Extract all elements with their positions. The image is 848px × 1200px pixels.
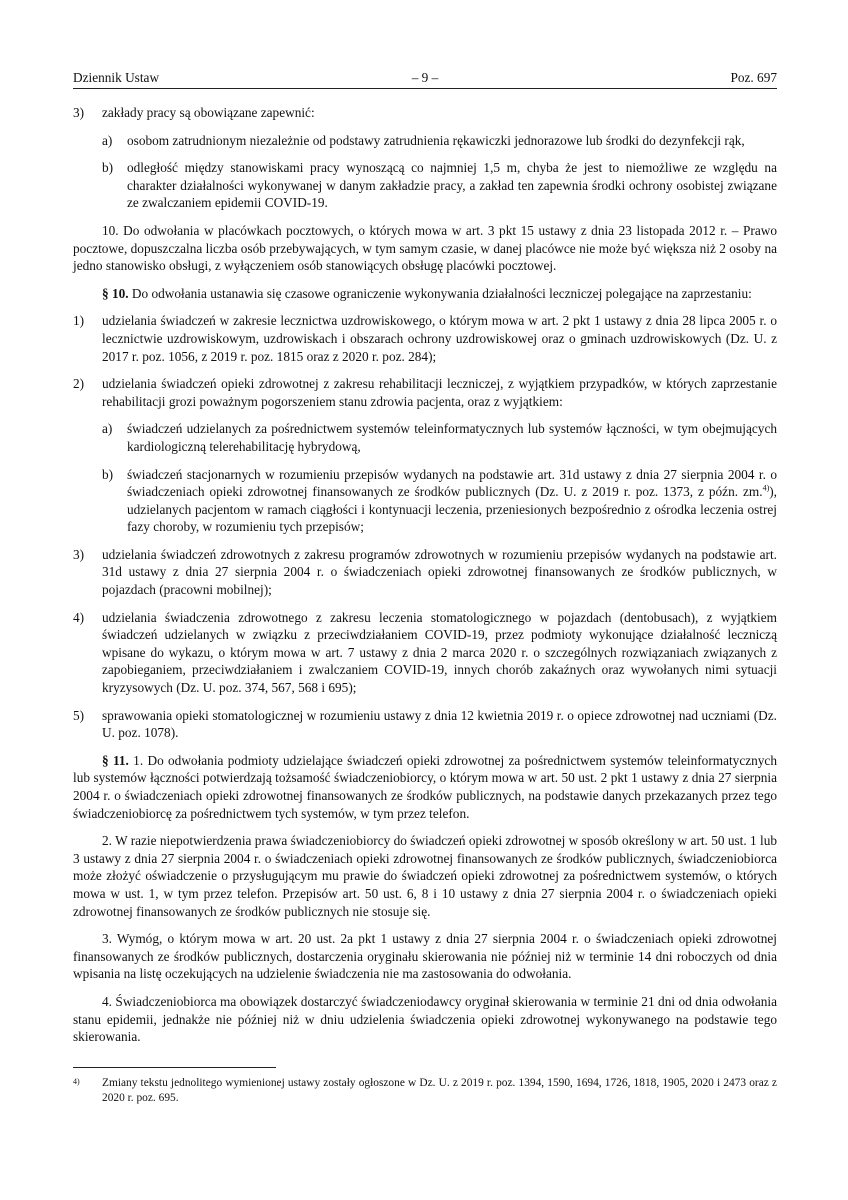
section-11-paragraph-3: 3. Wymóg, o którym mowa w art. 20 ust. 2a pkt 1 ustawy z dnia 27 sierpnia 2004 r. o świadczeniach opieki zdrowotnej finansowanych ze środków publicznych, dostarczenia oryginału skierowania nie później niż w terminie 14 dni roboczych od dnia wpisania na listę oczekujących na udzielenie świadczenia nie ma zastosowania do odwołania. <box>73 931 777 982</box>
list-item <box>73 707 777 742</box>
section-11-paragraph-4: 4. Świadczeniobiorca ma obowiązek dostarczyć świadczeniodawcy oryginał skierowania w terminie 21 dni od dnia odwołania stanu epidemii, jednakże nie później niż w dniu udzielenia świadczenia opieki zdrowotnej wykonywanego na podstawie tego skierowania. <box>73 993 777 1045</box>
sub-item <box>73 159 777 212</box>
footnote <box>73 1076 777 1106</box>
header-rule <box>73 88 777 89</box>
sub-item-text: osobom zatrudnionym niezależnie od podstawy zatrudnienia rękawiczki jednorazowe lub środki do dezynfekcji rąk, <box>127 132 745 148</box>
footnote-text: Zmiany tekstu jednolitego wymienionej ustawy zostały ogłoszone w Dz. U. z 2019 r. poz. 1394, 1590, 1694, 1726, 1818, 1905, 2020 i 2473 oraz z 2020 r. poz. 695. <box>102 1077 777 1104</box>
sub-item-letter: a) <box>102 421 113 437</box>
sub-item-letter: b) <box>102 160 114 176</box>
section-10-intro <box>73 285 777 303</box>
sub-item <box>73 466 777 536</box>
list-item <box>73 375 777 410</box>
document-body <box>73 104 777 1056</box>
page-header <box>73 70 777 88</box>
footnote-reference[interactable]: 4) <box>762 483 770 493</box>
section-label: § 10. <box>102 285 129 301</box>
list-item <box>73 312 777 365</box>
item-number: 3) <box>73 105 85 120</box>
item-text: udzielania świadczeń w zakresie lecznictwa uzdrowiskowego, o którym mowa w art. 2 pkt 1 ustawy z dnia 28 lipca 2005 r. o lecznictwie uzdrowiskowym, uzdrowiskach i obszarach ochrony uzdrowiskowej oraz o gminach uzdrowiskowych (Dz. U. z 2017 r. poz. 1056, z 2019 r. poz. 1815 oraz z 2020 r. poz. 284); <box>102 313 777 364</box>
section-label: § 11. <box>102 752 129 768</box>
page-number: – 9 – <box>411 70 439 85</box>
item-number: 4) <box>73 609 85 625</box>
sub-item-text: świadczeń udzielanych za pośrednictwem systemów teleinformatycznych lub systemów łączności, w tym obejmujących kardiologiczną telerehabilitację hybrydową, <box>127 421 777 454</box>
paragraph-10: 10. Do odwołania w placówkach pocztowych, o których mowa w art. 3 pkt 15 ustawy z dnia 23 listopada 2012 r. – Prawo pocztowe, dopuszczalna liczba osób przebywających, w tym samym czasie, w danej placówce nie może być większa niż 2 osoby na jedno stanowisko obsługi, z wyłączeniem osób stanowiących obsługę placówki pocztowej. <box>73 222 777 274</box>
item-text: udzielania świadczenia zdrowotnego z zakresu leczenia stomatologicznego w pojazdach (dentobusach), z wyjątkiem świadczeń udzielanych w związku z przeciwdziałaniem COVID-19, przez podmioty wykonujące działalność leczniczą wpisane do wykazu, o którym mowa w art. 7 ustawy z dnia 2 marca 2020 r. o szczególnych rozwiązaniach związanych z zapobieganiem, przeciwdziałaniem i zwalczaniem COVID-19, innych chorób zakaźnych oraz wywołanych nimi sytuacji kryzysowych (Dz. U. poz. 374, 567, 568 i 695); <box>102 609 777 696</box>
journal-name: Dziennik Ustaw <box>73 70 160 85</box>
sub-item <box>73 132 777 150</box>
section-intro-text: Do odwołania ustanawia się czasowe ograniczenie wykonywania działalności leczniczej polegające na zaprzestaniu: <box>128 285 752 301</box>
sub-item-text-part1: świadczeń stacjonarnych w rozumieniu przepisów wydanych na podstawie art. 31d ustawy z dnia 27 sierpnia 2004 r. o świadczeniach opieki zdrowotnej finansowanych ze środków publicznych (Dz. U. z 2019 r. poz. 1373, z późn. zm. <box>127 466 777 500</box>
item-text: zakłady pracy są obowiązane zapewnić: <box>102 105 315 120</box>
list-item <box>73 546 777 599</box>
list-item <box>73 104 777 122</box>
sub-item-text: odległość między stanowiskami pracy wynoszącą co najmniej 1,5 m, chyba że jest to niemożliwe ze względu na charakter działalności wykonywanej w danym zakładzie pracy, a zakład ten zapewnia środki ochrony osobistej związane ze zwalczaniem epidemii COVID-19. <box>127 160 777 211</box>
footnote-mark: 4) <box>73 1077 80 1086</box>
sub-item-text-part2: ), udzielanych pacjentom w ramach ciągłości i kontynuacji leczenia, przeniesionych bezpośrednio z ośrodka leczenia ostrej fazy choroby, w rozumieniu tych przepisów; <box>127 484 777 535</box>
item-text: sprawowania opieki stomatologicznej w rozumieniu ustawy z dnia 12 kwietnia 2019 r. o opiece zdrowotnej nad uczniami (Dz. U. poz. 1078). <box>102 707 777 741</box>
section-11-paragraph-1 <box>73 752 777 822</box>
sub-item-letter: a) <box>102 132 113 148</box>
sub-item <box>73 420 777 455</box>
item-text: udzielania świadczeń zdrowotnych z zakresu programów zdrowotnych w rozumieniu przepisów wydanych na podstawie art. 31d ustawy z dnia 27 sierpnia 2004 r. o świadczeniach opieki zdrowotnej finansowanych ze środków publicznych, w pojazdach (pracowni mobilnej); <box>102 546 777 598</box>
paragraph-text: 1. Do odwołania podmioty udzielające świadczeń opieki zdrowotnej za pośrednictwem systemów teleinformatycznych lub systemów łączności potwierdzają tożsamość świadczeniobiorcy, o którym mowa w art. 50 ust. 2 pkt 1 ustawy z dnia 27 sierpnia 2004 r. o świadczeniach opieki zdrowotnej finansowanych ze środków publicznych, na podstawie danych przekazanych przez tego świadczeniobiorcę za pośrednictwem tych systemów, w tym przez telefon. <box>73 752 777 821</box>
list-item <box>73 609 777 697</box>
item-text: udzielania świadczeń opieki zdrowotnej z zakresu rehabilitacji leczniczej, z wyjątkiem przypadków, w których zaprzestanie rehabilitacji grozi poważnym pogorszeniem stanu zdrowia pacjenta, oraz z wyjątkiem: <box>102 376 777 409</box>
sub-item-text <box>127 467 777 535</box>
sub-item-letter: b) <box>102 466 114 482</box>
section-11-paragraph-2: 2. W razie niepotwierdzenia prawa świadczeniobiorcy do świadczeń opieki zdrowotnej w sposób określony w art. 50 ust. 1 lub 3 ustawy z dnia 27 sierpnia 2004 r. o świadczeniach opieki zdrowotnej finansowanych ze środków publicznych, świadczeniobiorca może złożyć oświadczenie o przysługującym mu prawie do świadczeń opieki zdrowotnej za pośrednictwem systemów, o których mowa w ust. 1, w tym przez telefon. Przepisów art. 50 ust. 6, 8 i 10 ustawy z dnia 27 sierpnia 2004 r. o świadczeniach opieki zdrowotnej finansowanych ze środków publicznych nie stosuje się. <box>73 833 777 919</box>
item-number: 3) <box>73 546 85 562</box>
item-number: 1) <box>73 313 85 329</box>
footnote-rule <box>73 1067 276 1068</box>
item-number: 5) <box>73 707 85 723</box>
item-number: 2) <box>73 376 85 392</box>
position-number: Poz. 697 <box>730 70 777 85</box>
